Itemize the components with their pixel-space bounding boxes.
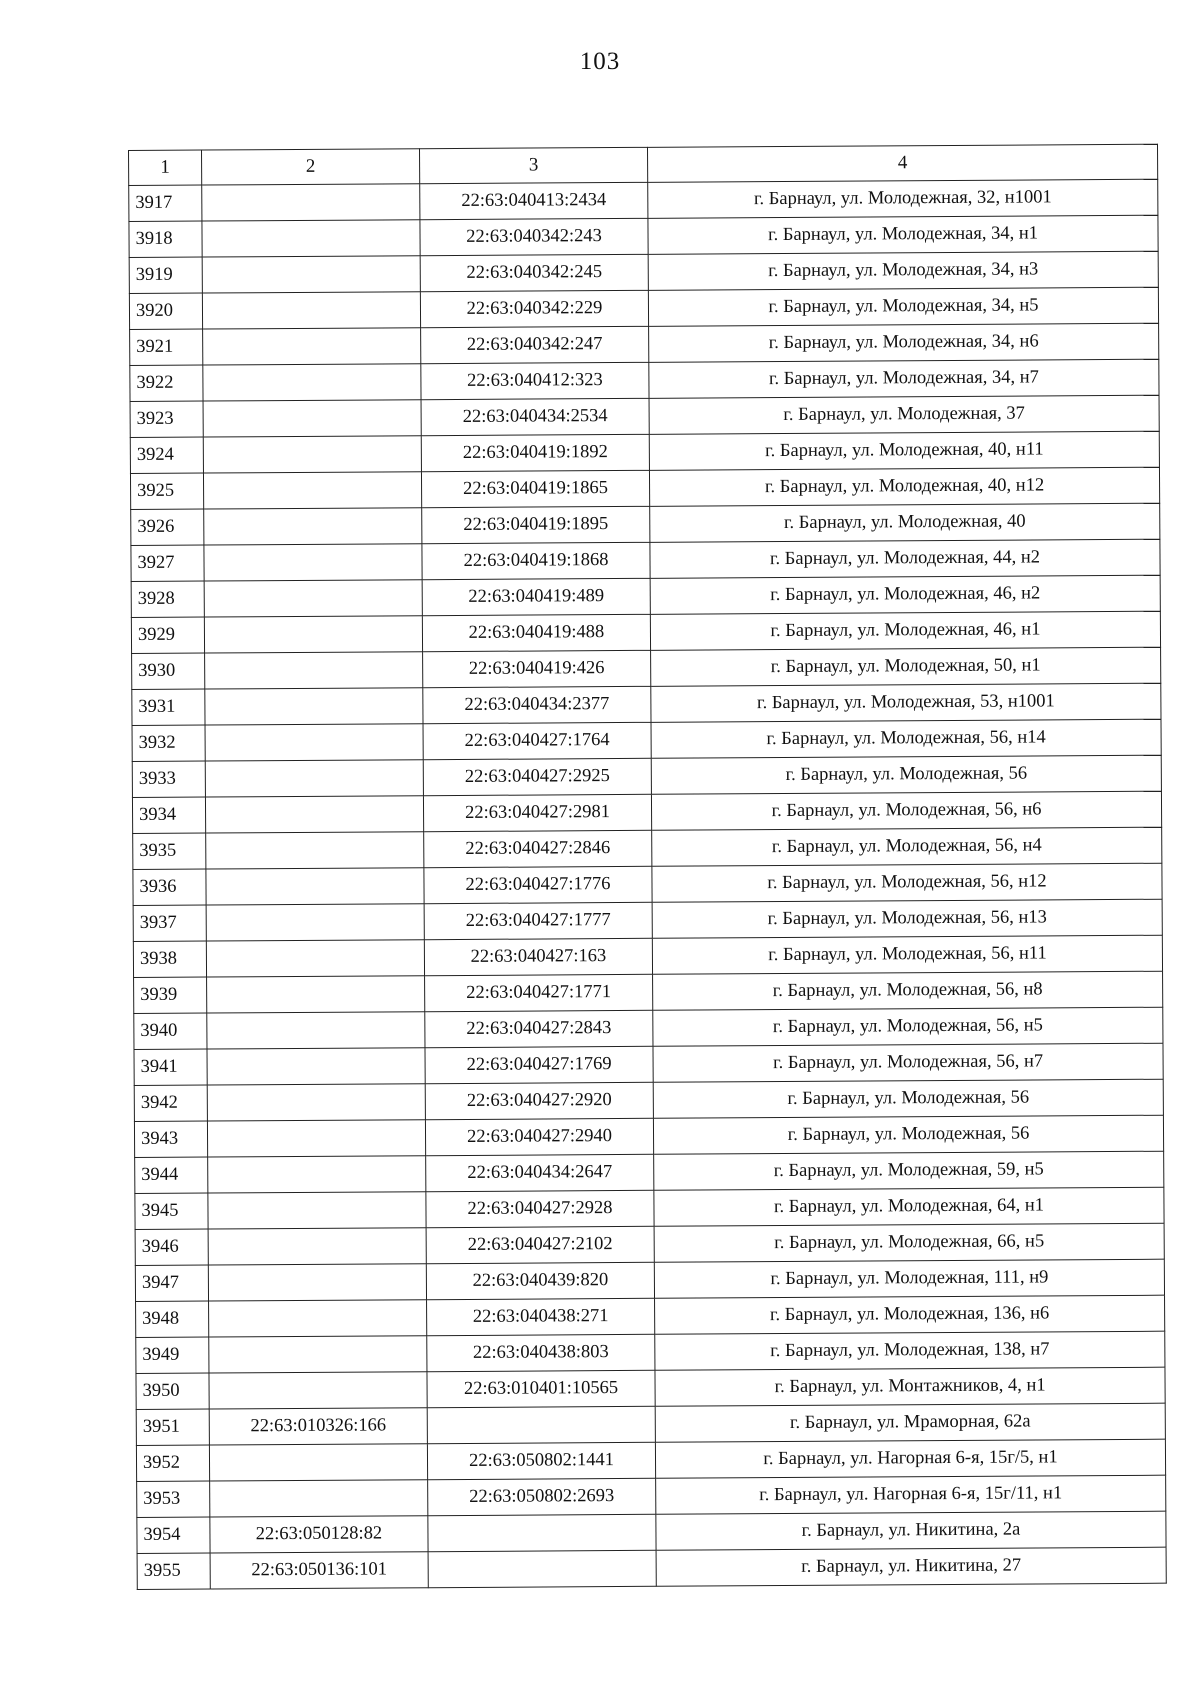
table-row	[130, 431, 1159, 473]
cadastral-number-cell	[203, 472, 421, 509]
address-cell: г. Барнаул, ул. Молодежная, 111, н9	[654, 1259, 1164, 1298]
cadastral-number-2-cell: 22:63:040427:2928	[426, 1190, 654, 1227]
column-header-3: 3	[419, 147, 647, 183]
row-number-cell: 3924	[130, 437, 203, 473]
address-cell: г. Барнаул, ул. Молодежная, 40	[650, 503, 1160, 542]
address-cell: г. Барнаул, ул. Молодежная, 44, н2	[650, 539, 1160, 578]
address-cell: г. Барнаул, ул. Молодежная, 56	[651, 755, 1161, 794]
cadastral-number-cell: 22:63:050136:101	[210, 1552, 428, 1589]
address-cell: г. Барнаул, ул. Никитина, 2а	[656, 1511, 1166, 1550]
row-number-cell: 3922	[130, 365, 203, 401]
address-cell: г. Барнаул, ул. Молодежная, 56, н11	[652, 935, 1162, 974]
address-cell: г. Барнаул, ул. Молодежная, 136, н6	[655, 1295, 1165, 1334]
cadastral-number-cell	[205, 760, 423, 797]
row-number-cell: 3946	[135, 1229, 208, 1265]
address-cell: г. Барнаул, ул. Молодежная, 40, н12	[649, 467, 1159, 506]
cadastral-number-cell	[205, 796, 423, 833]
row-number-cell: 3951	[136, 1409, 209, 1445]
cadastral-number-2-cell: 22:63:040427:1777	[424, 902, 652, 939]
cadastral-number-cell	[205, 688, 423, 725]
table-row	[131, 503, 1160, 545]
address-cell: г. Барнаул, ул. Молодежная, 34, н1	[648, 215, 1158, 254]
cadastral-number-cell	[203, 436, 421, 473]
address-cell: г. Барнаул, ул. Нагорная 6-я, 15г/5, н1	[655, 1439, 1165, 1478]
address-cell: г. Барнаул, ул. Молодежная, 59, н5	[654, 1151, 1164, 1190]
cadastral-number-cell	[207, 1084, 425, 1121]
cadastral-number-cell	[204, 616, 422, 653]
row-number-cell: 3917	[129, 185, 202, 221]
table-row	[135, 1223, 1164, 1265]
cadastral-number-cell	[208, 1228, 426, 1265]
address-cell: г. Барнаул, ул. Молодежная, 66, н5	[654, 1223, 1164, 1262]
address-cell: г. Барнаул, ул. Молодежная, 138, н7	[655, 1331, 1165, 1370]
table-row	[133, 899, 1162, 941]
row-number-cell: 3948	[136, 1301, 209, 1337]
row-number-cell: 3931	[132, 689, 205, 725]
address-cell: г. Барнаул, ул. Молодежная, 56	[653, 1079, 1163, 1118]
cadastral-number-cell	[209, 1372, 427, 1409]
table-row	[133, 863, 1162, 905]
cadastral-number-cell	[206, 832, 424, 869]
cadastral-number-cell	[206, 904, 424, 941]
row-number-cell: 3950	[136, 1373, 209, 1409]
address-cell: г. Барнаул, ул. Молодежная, 34, н5	[648, 287, 1158, 326]
address-cell: г. Барнаул, ул. Никитина, 27	[656, 1547, 1166, 1586]
row-number-cell: 3933	[132, 761, 205, 797]
address-cell: г. Барнаул, ул. Молодежная, 56, н8	[653, 971, 1163, 1010]
cadastral-number-cell	[203, 364, 421, 401]
cadastral-number-cell	[202, 184, 420, 221]
table-body	[129, 179, 1167, 1589]
cadastral-number-2-cell: 22:63:040427:1771	[425, 974, 653, 1011]
address-cell: г. Барнаул, ул. Молодежная, 32, н1001	[648, 179, 1158, 218]
cadastral-number-2-cell: 22:63:040419:1868	[422, 542, 650, 579]
cadastral-number-2-cell: 22:63:040427:2846	[424, 830, 652, 867]
address-cell: г. Барнаул, ул. Монтажников, 4, н1	[655, 1367, 1165, 1406]
cadastral-number-2-cell: 22:63:040427:1769	[425, 1046, 653, 1083]
cadastral-number-cell	[210, 1480, 428, 1517]
row-number-cell: 3926	[131, 509, 204, 545]
table-row	[130, 359, 1159, 401]
table-row	[134, 971, 1163, 1013]
cadastral-number-2-cell: 22:63:040413:2434	[420, 182, 648, 219]
address-cell: г. Барнаул, ул. Молодежная, 34, н3	[648, 251, 1158, 290]
cadastral-number-2-cell	[428, 1514, 656, 1551]
table-row	[129, 251, 1158, 293]
cadastral-number-2-cell: 22:63:040438:271	[427, 1298, 655, 1335]
row-number-cell: 3939	[134, 977, 207, 1013]
row-number-cell: 3923	[130, 401, 203, 437]
address-cell: г. Барнаул, ул. Нагорная 6-я, 15г/11, н1	[656, 1475, 1166, 1514]
address-cell: г. Барнаул, ул. Молодежная, 53, н1001	[651, 683, 1161, 722]
column-header-2: 2	[202, 149, 420, 185]
cadastral-number-cell	[209, 1444, 427, 1481]
cadastral-number-2-cell: 22:63:040427:2925	[423, 758, 651, 795]
cadastral-number-2-cell: 22:63:040419:426	[423, 650, 651, 687]
cadastral-number-2-cell: 22:63:040419:1895	[422, 506, 650, 543]
cadastral-number-2-cell: 22:63:040419:489	[422, 578, 650, 615]
address-cell: г. Барнаул, ул. Молодежная, 40, н11	[649, 431, 1159, 470]
cadastral-number-2-cell: 22:63:040427:163	[424, 938, 652, 975]
cadastral-number-cell: 22:63:050128:82	[210, 1516, 428, 1553]
table-row	[134, 1115, 1163, 1157]
table-row	[129, 179, 1158, 221]
table-row	[136, 1295, 1165, 1337]
address-cell: г. Барнаул, ул. Молодежная, 56, н7	[653, 1043, 1163, 1082]
table-row	[134, 1007, 1163, 1049]
cadastral-number-2-cell: 22:63:040427:1764	[423, 722, 651, 759]
row-number-cell: 3929	[131, 617, 204, 653]
cadastral-number-2-cell: 22:63:040412:323	[421, 362, 649, 399]
cadastral-number-2-cell: 22:63:050802:2693	[428, 1478, 656, 1515]
address-cell: г. Барнаул, ул. Молодежная, 46, н2	[650, 575, 1160, 614]
address-cell: г. Барнаул, ул. Молодежная, 56, н13	[652, 899, 1162, 938]
row-number-cell: 3935	[133, 833, 206, 869]
cadastral-number-cell	[209, 1300, 427, 1337]
row-number-cell: 3937	[133, 905, 206, 941]
cadastral-number-2-cell: 22:63:040427:2981	[423, 794, 651, 831]
cadastral-number-2-cell: 22:63:010401:10565	[427, 1370, 655, 1407]
cadastral-number-cell	[204, 508, 422, 545]
row-number-cell: 3930	[132, 653, 205, 689]
cadastral-number-2-cell: 22:63:040427:1776	[424, 866, 652, 903]
registry-table	[128, 144, 1167, 1590]
cadastral-number-cell	[205, 724, 423, 761]
cadastral-number-2-cell: 22:63:040434:2534	[421, 398, 649, 435]
address-cell: г. Барнаул, ул. Молодежная, 56, н5	[653, 1007, 1163, 1046]
cadastral-number-2-cell: 22:63:040438:803	[427, 1334, 655, 1371]
address-cell: г. Барнаул, ул. Молодежная, 56, н4	[652, 827, 1162, 866]
address-cell: г. Барнаул, ул. Молодежная, 34, н7	[649, 359, 1159, 398]
table-row	[134, 1079, 1163, 1121]
table-row	[135, 1151, 1164, 1193]
cadastral-number-2-cell: 22:63:050802:1441	[427, 1442, 655, 1479]
address-cell: г. Барнаул, ул. Молодежная, 56, н14	[651, 719, 1161, 758]
table-row	[135, 1259, 1164, 1301]
address-cell: г. Барнаул, ул. Молодежная, 56, н6	[651, 791, 1161, 830]
table-row	[130, 395, 1159, 437]
row-number-cell: 3941	[134, 1049, 207, 1085]
row-number-cell: 3921	[130, 329, 203, 365]
address-cell: г. Барнаул, ул. Мраморная, 62а	[655, 1403, 1165, 1442]
cadastral-number-cell	[202, 220, 420, 257]
cadastral-number-2-cell: 22:63:040342:245	[420, 254, 648, 291]
cadastral-number-2-cell	[428, 1550, 656, 1587]
table-row	[136, 1331, 1165, 1373]
cadastral-number-2-cell: 22:63:040419:1892	[421, 434, 649, 471]
row-number-cell: 3953	[137, 1481, 210, 1517]
address-cell: г. Барнаул, ул. Молодежная, 50, н1	[651, 647, 1161, 686]
cadastral-number-cell	[207, 1048, 425, 1085]
table-row	[129, 215, 1158, 257]
cadastral-number-2-cell: 22:63:040427:2940	[425, 1118, 653, 1155]
row-number-cell: 3943	[134, 1121, 207, 1157]
table-row	[137, 1547, 1166, 1589]
cadastral-number-cell	[209, 1336, 427, 1373]
cadastral-number-cell	[204, 580, 422, 617]
row-number-cell: 3940	[134, 1013, 207, 1049]
column-header-1: 1	[129, 150, 202, 185]
row-number-cell: 3919	[129, 257, 202, 293]
row-number-cell: 3928	[131, 581, 204, 617]
cadastral-number-2-cell: 22:63:040342:247	[421, 326, 649, 363]
cadastral-number-cell	[207, 1120, 425, 1157]
cadastral-number-cell	[207, 1012, 425, 1049]
cadastral-number-2-cell	[427, 1406, 655, 1443]
address-cell: г. Барнаул, ул. Молодежная, 37	[649, 395, 1159, 434]
cadastral-number-cell	[202, 292, 420, 329]
table-row	[130, 467, 1159, 509]
cadastral-number-2-cell: 22:63:040342:229	[420, 290, 648, 327]
cadastral-number-cell	[207, 976, 425, 1013]
row-number-cell: 3932	[132, 725, 205, 761]
row-number-cell: 3927	[131, 545, 204, 581]
cadastral-number-cell	[203, 400, 421, 437]
cadastral-number-cell	[203, 328, 421, 365]
cadastral-number-cell	[202, 256, 420, 293]
table-row	[133, 935, 1162, 977]
cadastral-number-cell	[206, 940, 424, 977]
cadastral-number-2-cell: 22:63:040427:2102	[426, 1226, 654, 1263]
cadastral-number-cell: 22:63:010326:166	[209, 1408, 427, 1445]
row-number-cell: 3920	[129, 293, 202, 329]
table-row	[135, 1187, 1164, 1229]
cadastral-number-2-cell: 22:63:040419:488	[422, 614, 650, 651]
row-number-cell: 3925	[130, 473, 203, 509]
cadastral-number-2-cell: 22:63:040342:243	[420, 218, 648, 255]
row-number-cell: 3944	[135, 1157, 208, 1193]
row-number-cell: 3954	[137, 1517, 210, 1553]
row-number-cell: 3938	[133, 941, 206, 977]
row-number-cell: 3945	[135, 1193, 208, 1229]
cadastral-number-cell	[208, 1156, 426, 1193]
cadastral-number-cell	[206, 868, 424, 905]
table-row	[130, 323, 1159, 365]
cadastral-number-cell	[208, 1264, 426, 1301]
row-number-cell: 3936	[133, 869, 206, 905]
address-cell: г. Барнаул, ул. Молодежная, 34, н6	[649, 323, 1159, 362]
table-row	[134, 1043, 1163, 1085]
row-number-cell: 3952	[136, 1445, 209, 1481]
row-number-cell: 3955	[137, 1553, 210, 1589]
cadastral-number-2-cell: 22:63:040427:2843	[425, 1010, 653, 1047]
cadastral-number-2-cell: 22:63:040419:1865	[421, 470, 649, 507]
row-number-cell: 3942	[134, 1085, 207, 1121]
row-number-cell: 3934	[132, 797, 205, 833]
cadastral-number-cell	[208, 1192, 426, 1229]
address-cell: г. Барнаул, ул. Молодежная, 56, н12	[652, 863, 1162, 902]
row-number-cell: 3947	[135, 1265, 208, 1301]
cadastral-number-cell	[205, 652, 423, 689]
address-cell: г. Барнаул, ул. Молодежная, 56	[653, 1115, 1163, 1154]
address-cell: г. Барнаул, ул. Молодежная, 64, н1	[654, 1187, 1164, 1226]
row-number-cell: 3918	[129, 221, 202, 257]
cadastral-number-2-cell: 22:63:040439:820	[426, 1262, 654, 1299]
cadastral-number-2-cell: 22:63:040427:2920	[425, 1082, 653, 1119]
cadastral-number-2-cell: 22:63:040434:2647	[426, 1154, 654, 1191]
row-number-cell: 3949	[136, 1337, 209, 1373]
column-header-4: 4	[647, 144, 1157, 182]
address-cell: г. Барнаул, ул. Молодежная, 46, н1	[650, 611, 1160, 650]
cadastral-number-2-cell: 22:63:040434:2377	[423, 686, 651, 723]
cadastral-number-cell	[204, 544, 422, 581]
page-number: 103	[579, 48, 621, 75]
table-row	[129, 287, 1158, 329]
